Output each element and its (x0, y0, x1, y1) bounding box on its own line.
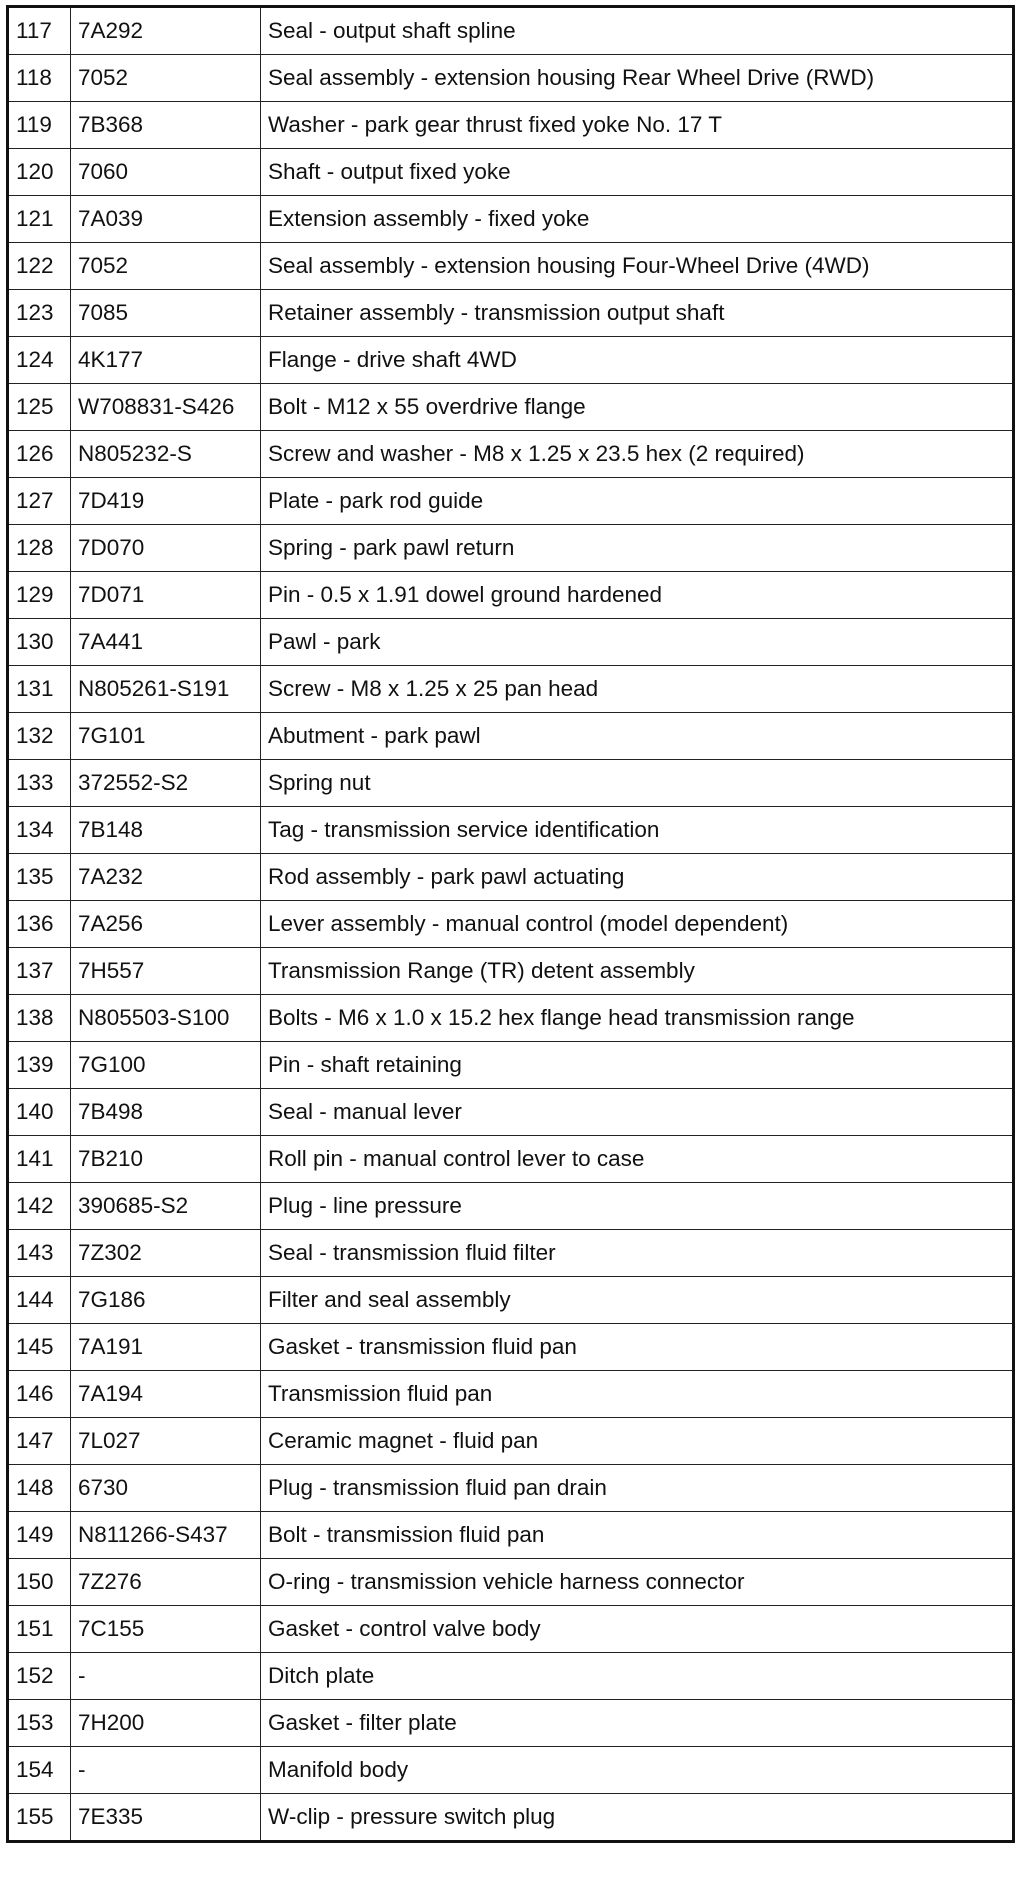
part-number-cell: 7D071 (71, 572, 261, 619)
table-row (8, 55, 1014, 102)
part-number-cell: 7060 (71, 149, 261, 196)
description-cell: Rod assembly - park pawl actuating (261, 854, 1014, 901)
table-row (8, 337, 1014, 384)
description-cell: Gasket - filter plate (261, 1700, 1014, 1747)
table-row (8, 572, 1014, 619)
part-number-cell: 7A194 (71, 1371, 261, 1418)
table-row (8, 431, 1014, 478)
part-number-cell: 7052 (71, 243, 261, 290)
part-number-cell: N805503-S100 (71, 995, 261, 1042)
table-row (8, 1089, 1014, 1136)
table-row (8, 901, 1014, 948)
description-cell: Seal - manual lever (261, 1089, 1014, 1136)
description-cell: Ceramic magnet - fluid pan (261, 1418, 1014, 1465)
item-number-cell: 153 (8, 1700, 71, 1747)
table-row (8, 1324, 1014, 1371)
description-cell: Pawl - park (261, 619, 1014, 666)
parts-table (6, 5, 1015, 1843)
table-row (8, 196, 1014, 243)
part-number-cell: 7052 (71, 55, 261, 102)
table-row (8, 7, 1014, 55)
part-number-cell: 7D419 (71, 478, 261, 525)
description-cell: Plug - transmission fluid pan drain (261, 1465, 1014, 1512)
part-number-cell: N805261-S191 (71, 666, 261, 713)
part-number-cell: 7H200 (71, 1700, 261, 1747)
item-number-cell: 125 (8, 384, 71, 431)
description-cell: Bolt - M12 x 55 overdrive flange (261, 384, 1014, 431)
table-row (8, 1559, 1014, 1606)
part-number-cell: 7B498 (71, 1089, 261, 1136)
item-number-cell: 155 (8, 1794, 71, 1842)
item-number-cell: 122 (8, 243, 71, 290)
description-cell: Flange - drive shaft 4WD (261, 337, 1014, 384)
table-row (8, 854, 1014, 901)
description-cell: Bolt - transmission fluid pan (261, 1512, 1014, 1559)
description-cell: Plate - park rod guide (261, 478, 1014, 525)
description-cell: Plug - line pressure (261, 1183, 1014, 1230)
item-number-cell: 129 (8, 572, 71, 619)
part-number-cell: 7L027 (71, 1418, 261, 1465)
item-number-cell: 120 (8, 149, 71, 196)
part-number-cell: 7A232 (71, 854, 261, 901)
table-row (8, 149, 1014, 196)
table-row (8, 1183, 1014, 1230)
table-row (8, 1465, 1014, 1512)
table-row (8, 1042, 1014, 1089)
description-cell: Seal assembly - extension housing Four-Wheel Drive (4WD) (261, 243, 1014, 290)
part-number-cell: 7Z302 (71, 1230, 261, 1277)
parts-table-body (8, 7, 1014, 1842)
item-number-cell: 133 (8, 760, 71, 807)
part-number-cell: 390685-S2 (71, 1183, 261, 1230)
table-row (8, 1747, 1014, 1794)
item-number-cell: 121 (8, 196, 71, 243)
item-number-cell: 139 (8, 1042, 71, 1089)
description-cell: W-clip - pressure switch plug (261, 1794, 1014, 1842)
description-cell: Spring - park pawl return (261, 525, 1014, 572)
part-number-cell: - (71, 1653, 261, 1700)
description-cell: Manifold body (261, 1747, 1014, 1794)
item-number-cell: 132 (8, 713, 71, 760)
item-number-cell: 124 (8, 337, 71, 384)
part-number-cell: 7A039 (71, 196, 261, 243)
description-cell: Extension assembly - fixed yoke (261, 196, 1014, 243)
part-number-cell: 7G186 (71, 1277, 261, 1324)
description-cell: Ditch plate (261, 1653, 1014, 1700)
item-number-cell: 118 (8, 55, 71, 102)
item-number-cell: 140 (8, 1089, 71, 1136)
part-number-cell: W708831-S426 (71, 384, 261, 431)
description-cell: O-ring - transmission vehicle harness connector (261, 1559, 1014, 1606)
description-cell: Screw - M8 x 1.25 x 25 pan head (261, 666, 1014, 713)
item-number-cell: 127 (8, 478, 71, 525)
item-number-cell: 138 (8, 995, 71, 1042)
item-number-cell: 137 (8, 948, 71, 995)
item-number-cell: 150 (8, 1559, 71, 1606)
part-number-cell: 7B368 (71, 102, 261, 149)
item-number-cell: 152 (8, 1653, 71, 1700)
table-row (8, 948, 1014, 995)
item-number-cell: 135 (8, 854, 71, 901)
description-cell: Gasket - transmission fluid pan (261, 1324, 1014, 1371)
table-row (8, 995, 1014, 1042)
part-number-cell: 4K177 (71, 337, 261, 384)
description-cell: Filter and seal assembly (261, 1277, 1014, 1324)
table-row (8, 1794, 1014, 1842)
part-number-cell: 7C155 (71, 1606, 261, 1653)
part-number-cell: 7E335 (71, 1794, 261, 1842)
description-cell: Seal assembly - extension housing Rear Wheel Drive (RWD) (261, 55, 1014, 102)
description-cell: Seal - transmission fluid filter (261, 1230, 1014, 1277)
part-number-cell: 7B148 (71, 807, 261, 854)
item-number-cell: 130 (8, 619, 71, 666)
item-number-cell: 123 (8, 290, 71, 337)
item-number-cell: 142 (8, 1183, 71, 1230)
part-number-cell: N811266-S437 (71, 1512, 261, 1559)
item-number-cell: 134 (8, 807, 71, 854)
item-number-cell: 117 (8, 7, 71, 55)
table-row (8, 243, 1014, 290)
part-number-cell: 7B210 (71, 1136, 261, 1183)
item-number-cell: 144 (8, 1277, 71, 1324)
item-number-cell: 143 (8, 1230, 71, 1277)
description-cell: Transmission Range (TR) detent assembly (261, 948, 1014, 995)
description-cell: Gasket - control valve body (261, 1606, 1014, 1653)
table-row (8, 760, 1014, 807)
description-cell: Lever assembly - manual control (model dependent) (261, 901, 1014, 948)
item-number-cell: 149 (8, 1512, 71, 1559)
table-row (8, 478, 1014, 525)
item-number-cell: 148 (8, 1465, 71, 1512)
table-row (8, 1277, 1014, 1324)
table-row (8, 713, 1014, 760)
description-cell: Transmission fluid pan (261, 1371, 1014, 1418)
item-number-cell: 119 (8, 102, 71, 149)
part-number-cell: 7Z276 (71, 1559, 261, 1606)
table-row (8, 1418, 1014, 1465)
description-cell: Pin - 0.5 x 1.91 dowel ground hardened (261, 572, 1014, 619)
description-cell: Tag - transmission service identification (261, 807, 1014, 854)
description-cell: Shaft - output fixed yoke (261, 149, 1014, 196)
part-number-cell: 7G100 (71, 1042, 261, 1089)
part-number-cell: 7H557 (71, 948, 261, 995)
table-row (8, 1512, 1014, 1559)
part-number-cell: 7A191 (71, 1324, 261, 1371)
part-number-cell: 6730 (71, 1465, 261, 1512)
table-row (8, 1653, 1014, 1700)
table-row (8, 666, 1014, 713)
table-row (8, 384, 1014, 431)
table-row (8, 290, 1014, 337)
part-number-cell: 7D070 (71, 525, 261, 572)
part-number-cell: 7A441 (71, 619, 261, 666)
part-number-cell: 372552-S2 (71, 760, 261, 807)
part-number-cell: 7A256 (71, 901, 261, 948)
item-number-cell: 128 (8, 525, 71, 572)
item-number-cell: 147 (8, 1418, 71, 1465)
description-cell: Abutment - park pawl (261, 713, 1014, 760)
part-number-cell: N805232-S (71, 431, 261, 478)
item-number-cell: 154 (8, 1747, 71, 1794)
description-cell: Spring nut (261, 760, 1014, 807)
description-cell: Screw and washer - M8 x 1.25 x 23.5 hex (2 required) (261, 431, 1014, 478)
table-row (8, 102, 1014, 149)
part-number-cell: 7085 (71, 290, 261, 337)
description-cell: Seal - output shaft spline (261, 7, 1014, 55)
table-row (8, 619, 1014, 666)
table-row (8, 1371, 1014, 1418)
item-number-cell: 146 (8, 1371, 71, 1418)
part-number-cell: - (71, 1747, 261, 1794)
description-cell: Washer - park gear thrust fixed yoke No. 17 T (261, 102, 1014, 149)
item-number-cell: 145 (8, 1324, 71, 1371)
item-number-cell: 131 (8, 666, 71, 713)
part-number-cell: 7G101 (71, 713, 261, 760)
table-row (8, 807, 1014, 854)
table-row (8, 1230, 1014, 1277)
item-number-cell: 126 (8, 431, 71, 478)
item-number-cell: 136 (8, 901, 71, 948)
table-row (8, 525, 1014, 572)
description-cell: Roll pin - manual control lever to case (261, 1136, 1014, 1183)
description-cell: Bolts - M6 x 1.0 x 15.2 hex flange head transmission range (261, 995, 1014, 1042)
description-cell: Pin - shaft retaining (261, 1042, 1014, 1089)
table-row (8, 1136, 1014, 1183)
item-number-cell: 151 (8, 1606, 71, 1653)
table-row (8, 1606, 1014, 1653)
table-row (8, 1700, 1014, 1747)
description-cell: Retainer assembly - transmission output shaft (261, 290, 1014, 337)
item-number-cell: 141 (8, 1136, 71, 1183)
part-number-cell: 7A292 (71, 7, 261, 55)
